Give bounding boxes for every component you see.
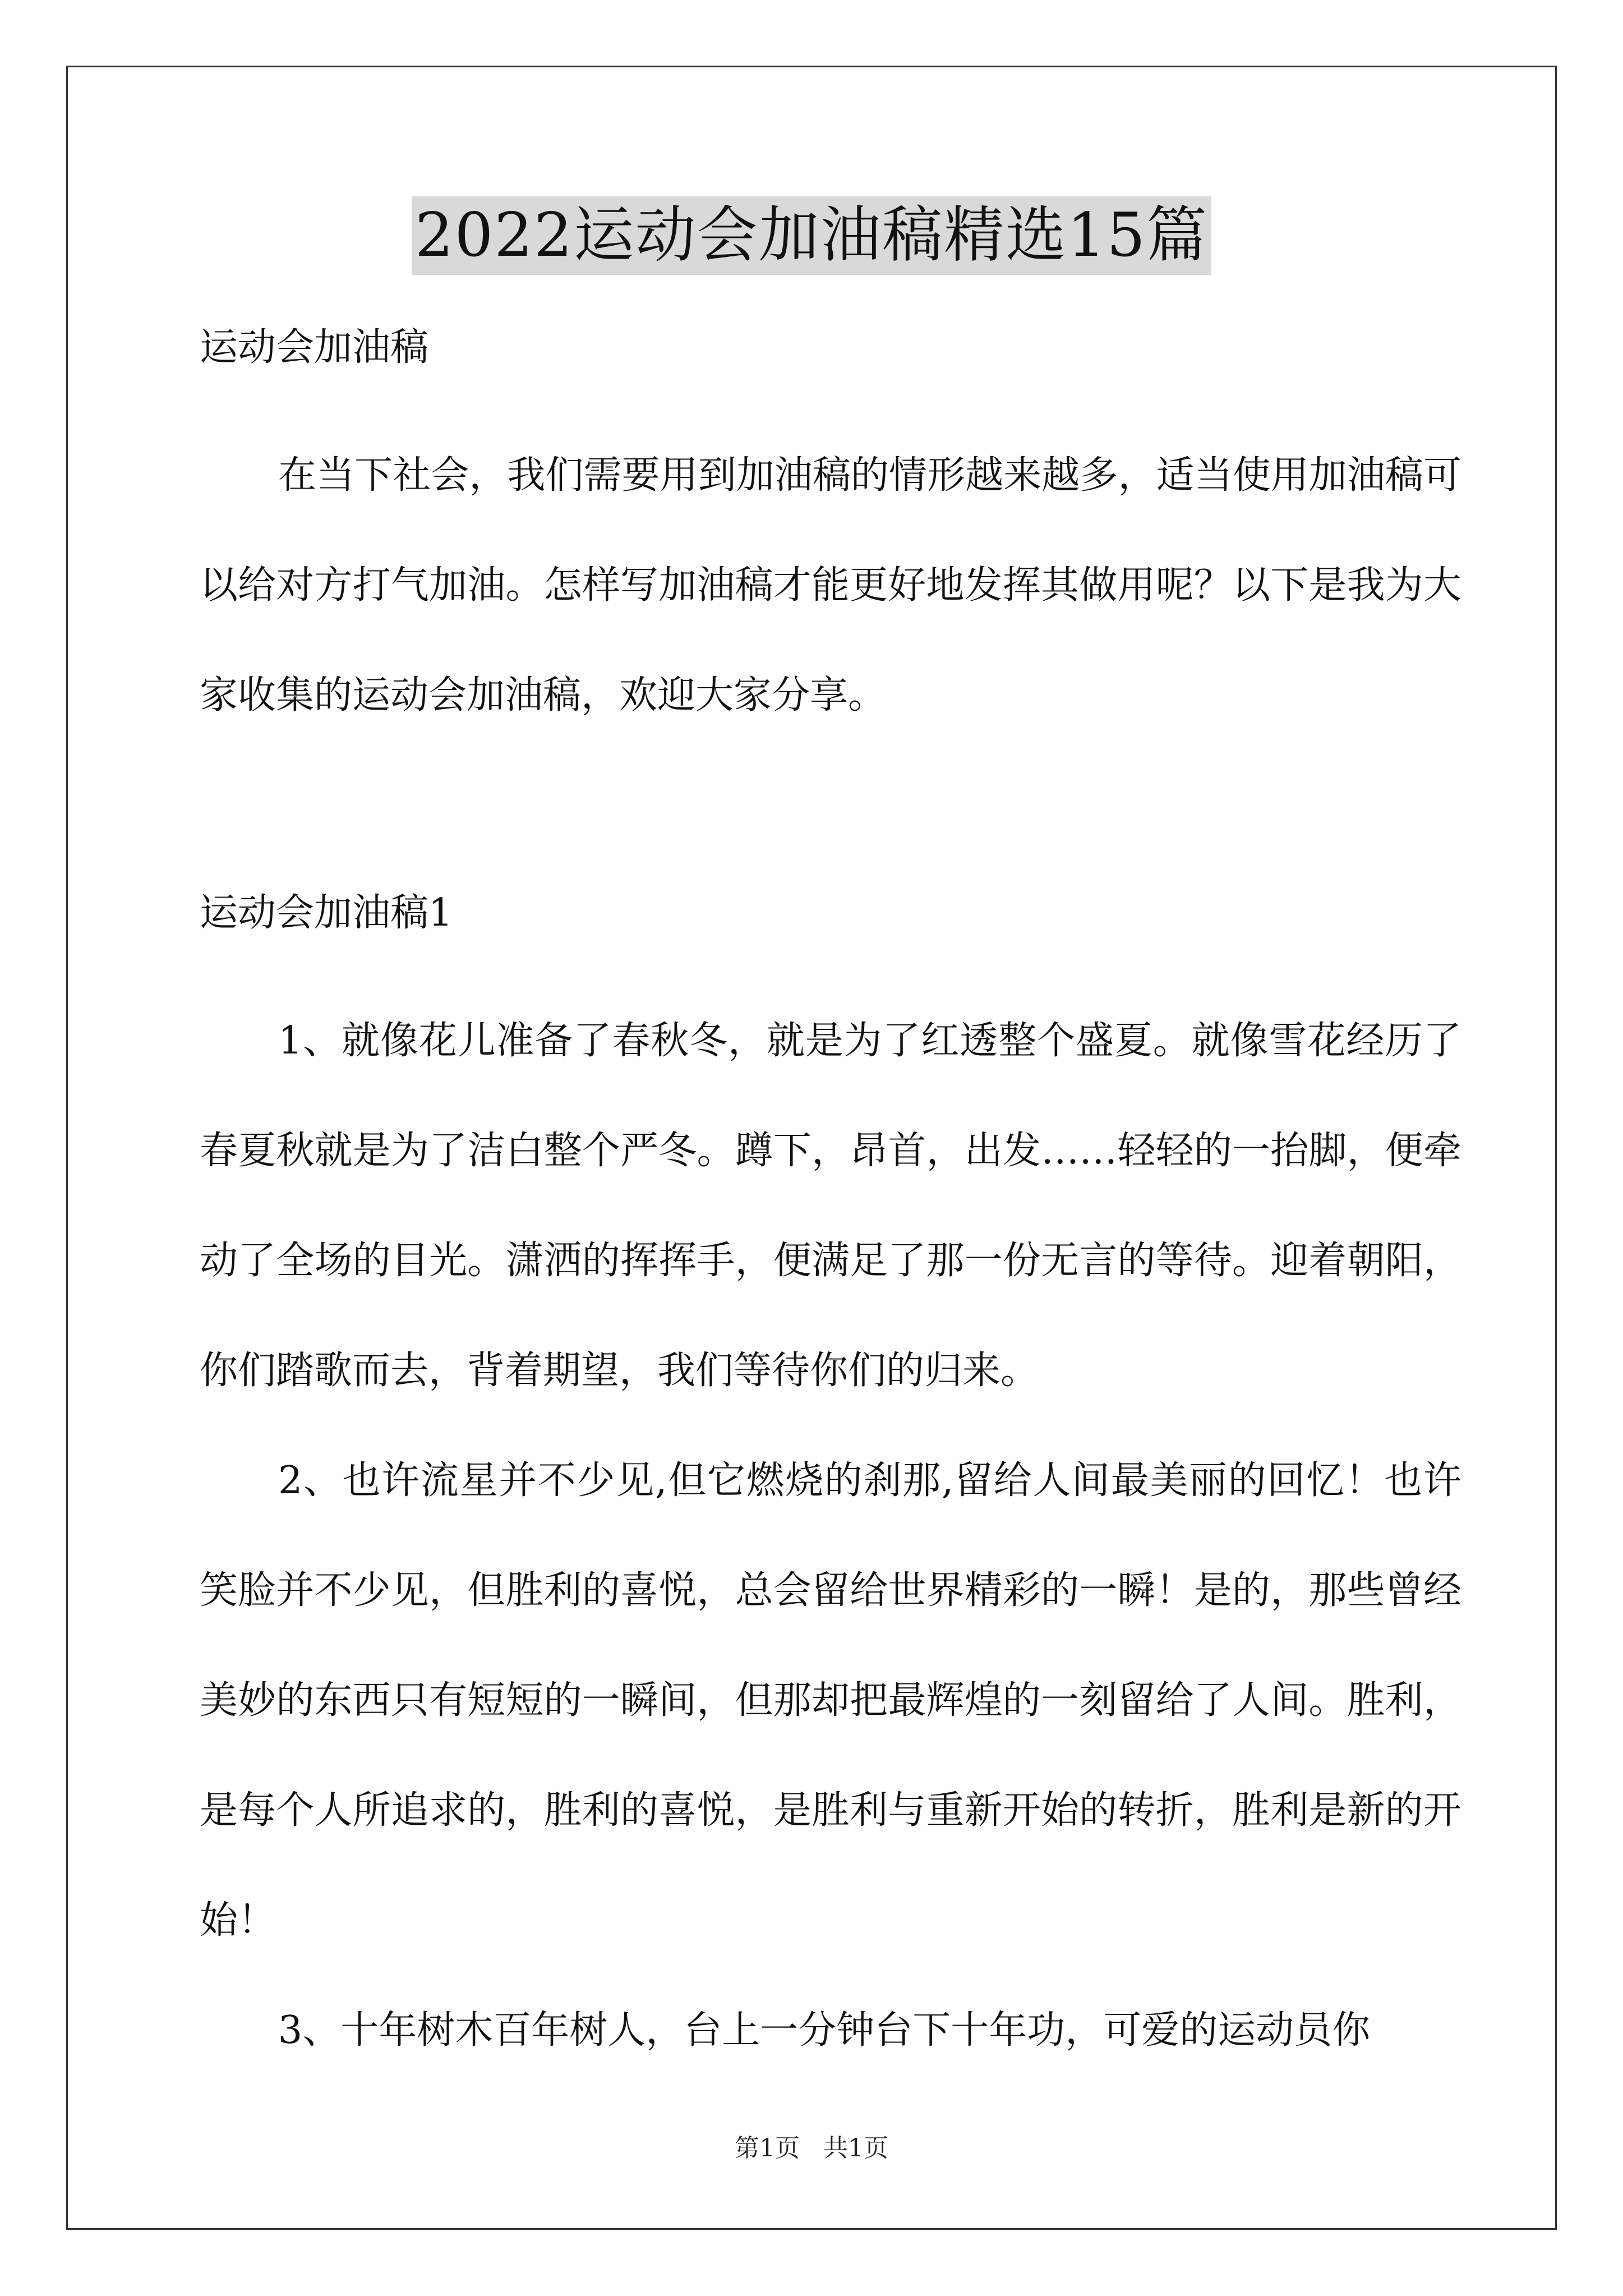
- intro-heading: 运动会加油稿: [200, 325, 429, 370]
- paragraph-2: 2、也许流星并不少见,但它燃烧的刹那,留给人间最美丽的回忆！也许笑脸并不少见，但胜利的喜悦，总会留给世界精彩的一瞬！是的，那些曾经美妙的东西只有短短的一瞬间，但那却把最辉煌的一刻留给了人间。胜利，是每个人所追求的，胜利的喜悦，是胜利与重新开始的转折，胜利是新的开始！: [200, 1458, 1461, 1943]
- section-heading: 运动会加油稿1: [200, 891, 453, 935]
- spacer: [200, 941, 1461, 986]
- document-title: 2022运动会加油稿精选15篇: [412, 196, 1211, 275]
- spacer: [200, 751, 1461, 885]
- intro-paragraph: 在当下社会，我们需要用到加油稿的情形越来越多，适当使用加油稿可以给对方打气加油。怎样写加油稿才能更好地发挥其做用呢？以下是我为大家收集的运动会加油稿，欢迎大家分享。: [200, 453, 1461, 717]
- title-container: [0, 196, 1623, 275]
- page-footer: [0, 2132, 1623, 2165]
- paragraph-3: 3、十年树木百年树人，台上一分钟台下十年功，可爱的运动员你: [278, 2008, 1371, 2053]
- paragraph-1: 1、就像花儿准备了春秋冬，就是为了红透整个盛夏。就像雪花经历了春夏秋就是为了洁白整个严冬。蹲下，昂首，出发……轻轻的一抬脚，便牵动了全场的目光。潇洒的挥挥手，便满足了那一份无言的等待。迎着朝阳，你们踏歌而去，背着期望，我们等待你们的归来。: [200, 1019, 1461, 1393]
- page-number: 第1页 共1页: [735, 2134, 888, 2162]
- document-body: [200, 320, 1461, 2086]
- spacer: [200, 376, 1461, 421]
